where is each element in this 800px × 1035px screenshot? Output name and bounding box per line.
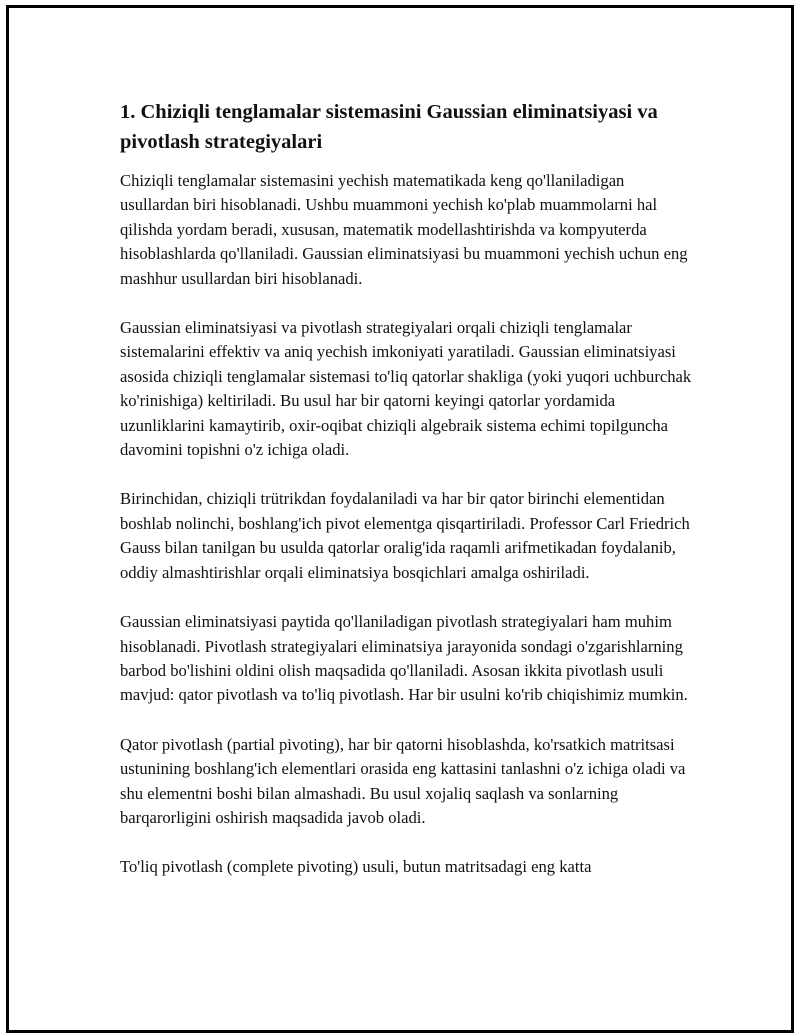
paragraph: Gaussian eliminatsiyasi va pivotlash strategiyalari orqali chiziqli tenglamalar sistemalarini effektiv va aniq yechish imkoniyati yaratiladi. Gaussian eliminatsiyasi asosida chiziqli tenglamalar sistemasi to'liq qatorlar shakliga (yoki yuqori uchburchak ko'rinishiga) keltiriladi. Bu usul har bir qatorni keyingi qatorlar yordamida uzunliklarini kamaytirib, oxir-oqibat chiziqli algebraik sistema echimi topilguncha davomini topishni o'z ichiga oladi. bbox=[120, 318, 692, 460]
page-frame bbox=[6, 5, 794, 1033]
document-body bbox=[120, 97, 695, 905]
paragraph: To'liq pivotlash (complete pivoting) usuli, butun matritsadagi eng katta bbox=[120, 857, 592, 877]
paragraph: Birinchidan, chiziqli trütrikdan foydalaniladi va har bir qator birinchi elementidan boshlab nolinchi, boshlang'ich pivot elementga qisqartiriladi. Professor Carl Friedrich Gauss bilan tanilgan bu usulda qatorlar oralig'ida raqamli arifmetikadan foydalanib, oddiy almashtirishlar orqali eliminatsiya bosqichlari amalga oshiriladi. bbox=[120, 489, 690, 582]
paragraph: Chiziqli tenglamalar sistemasini yechish matematikada keng qo'llaniladigan usullardan biri hisoblanadi. Ushbu muammoni yechish ko'plab muammolarni hal qilishda yordam beradi, xususan, matematik modellashtirishda va kompyuterda hisoblashlarda qo'llaniladi. Gaussian eliminatsiyasi bu muammoni yechish uchun eng mashhur usullardan biri hisoblanadi. bbox=[120, 171, 688, 288]
paragraph: Qator pivotlash (partial pivoting), har bir qatorni hisoblashda, ko'rsatkich matritsasi ustunining boshlang'ich elementlari orasida eng kattasini tanlashni o'z ichiga oladi va shu elementni boshi bilan almashadi. Bu usul xojaliq saqlash va sonlarning barqarorligini oshirish maqsadida javob oladi. bbox=[120, 734, 686, 827]
section-heading: 1. Chiziqli tenglamalar sistemasini Gaussian eliminatsiyasi va pivotlash strategiyalari bbox=[120, 101, 658, 153]
paragraph: Gaussian eliminatsiyasi paytida qo'llaniladigan pivotlash strategiyalari ham muhim hisoblanadi. Pivotlash strategiyalari eliminatsiya jarayonida sondagi o'zgarishlarning barbod bo'lishini oldini olish maqsadida qo'llaniladi. Asosan ikkita pivotlash usuli mavjud: qator pivotlash va to'liq pivotlash. Har bir usulni ko'rib chiqishimiz mumkin. bbox=[120, 612, 688, 705]
